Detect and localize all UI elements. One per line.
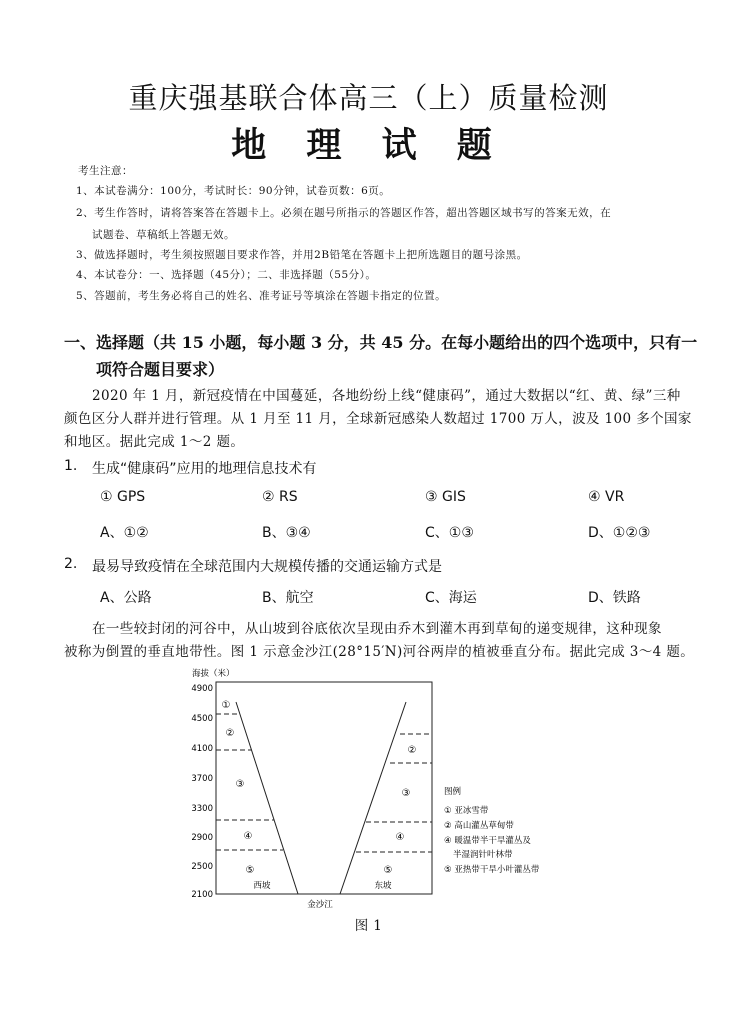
notice-item: 1、本试卷满分：100分，考试时长：90分钟，试卷页数：6页。	[76, 185, 391, 197]
exam-subject: 地 理 试 题	[231, 125, 506, 166]
plot-frame	[216, 682, 432, 894]
zone-mark-2-east: ②	[407, 745, 417, 756]
section-heading-cont: 项符合题目要求）	[96, 360, 225, 379]
option-a: A、公路	[100, 590, 152, 606]
choice-item: ③ GIS	[425, 489, 466, 505]
river-label: 金沙江	[307, 900, 333, 910]
option-b: B、航空	[262, 590, 314, 606]
question-number: 1.	[64, 458, 78, 474]
legend-item: ② 高山灌丛草甸带	[444, 821, 514, 831]
figure-1-diagram	[180, 662, 580, 912]
option-d: D、①②③	[588, 525, 651, 541]
zone-mark-2: ②	[225, 728, 235, 739]
y-tick: 4500	[191, 714, 213, 724]
legend-item: ① 亚冰雪带	[444, 806, 489, 816]
y-tick: 3300	[191, 804, 213, 814]
question-stem: 生成“健康码”应用的地理信息技术有	[92, 461, 317, 477]
passage-line: 和地区。据此完成 1～2 题。	[64, 434, 245, 450]
choice-item: ① GPS	[100, 489, 146, 505]
option-a: A、①②	[100, 525, 149, 541]
passage-line: 颜色区分人群并进行管理。从 1 月至 11 月，全球新冠感染人数超过 1700 万人，波及 100 多个国家	[64, 411, 692, 427]
exam-title: 重庆强基联合体高三（上）质量检测	[128, 81, 609, 115]
choice-item: ② RS	[262, 489, 298, 505]
legend-item: 半湿润针叶林带	[453, 850, 513, 860]
west-slope-label: 西坡	[253, 881, 271, 891]
passage-line: 2020 年 1 月，新冠疫情在中国蔓延，各地纷纷上线“健康码”，通过大数据以“红、黄、绿”三种	[92, 388, 681, 404]
y-tick: 2100	[191, 890, 213, 900]
notice-item: 2、考生作答时，请将答案答在答题卡上。必须在题号所指示的答题区作答，超出答题区域书写的答案无效，在	[76, 207, 612, 219]
zone-mark-1: ①	[221, 700, 231, 711]
zone-mark-3-east: ③	[401, 788, 411, 799]
legend-item: ⑤ 亚热带干旱小叶灌丛带	[444, 865, 540, 875]
y-tick: 2900	[191, 833, 213, 843]
option-c: C、海运	[425, 590, 477, 606]
y-tick: 4900	[191, 684, 213, 694]
zone-mark-5-east: ⑤	[383, 865, 393, 876]
zone-mark-4-east: ④	[395, 832, 405, 843]
y-tick: 4100	[191, 744, 213, 754]
east-slope-profile	[340, 702, 406, 894]
question-stem: 最易导致疫情在全球范围内大规模传播的交通运输方式是	[92, 559, 442, 575]
zone-mark-4: ④	[243, 831, 253, 842]
y-axis-label: 海拔（米）	[192, 669, 235, 679]
figure-caption: 图 1	[354, 918, 383, 934]
notice-item: 4、本试卷分：一、选择题（45分）；二、非选择题（55分）。	[76, 269, 377, 281]
east-slope-label: 东坡	[374, 881, 392, 891]
passage-line: 在一些较封闭的河谷中，从山坡到谷底依次呈现由乔木到灌木再到草甸的递变规律，这种现象	[92, 621, 662, 637]
passage-line: 被称为倒置的垂直地带性。图 1 示意金沙江(28°15′N)河谷两岸的植被垂直分布。据此完成 3～4 题。	[64, 644, 695, 660]
section-heading: 一、选择题（共 15 小题，每小题 3 分，共 45 分。在每小题给出的四个选项中，只有一	[64, 333, 698, 352]
question-number: 2.	[64, 556, 78, 572]
zone-mark-5: ⑤	[245, 865, 255, 876]
notice-item: 5、答题前，考生务必将自己的姓名、准考证号等填涂在答题卡指定的位置。	[76, 290, 447, 302]
y-tick: 2500	[191, 862, 213, 872]
option-c: C、①③	[425, 525, 474, 541]
notice-item: 试题卷、草稿纸上答题无效。	[92, 229, 235, 241]
y-tick: 3700	[191, 774, 213, 784]
option-b: B、③④	[262, 525, 311, 541]
notice-item: 3、做选择题时，考生须按照题目要求作答，并用2B铅笔在答题卡上把所选题目的题号涂黑。	[76, 249, 528, 261]
legend-item: ④ 暖温带半干旱灌丛及	[444, 836, 531, 846]
notice-heading: 考生注意：	[78, 165, 133, 177]
option-d: D、铁路	[588, 590, 641, 606]
zone-mark-3: ③	[235, 779, 245, 790]
choice-item: ④ VR	[588, 489, 625, 505]
legend-title: 图例	[444, 787, 462, 797]
